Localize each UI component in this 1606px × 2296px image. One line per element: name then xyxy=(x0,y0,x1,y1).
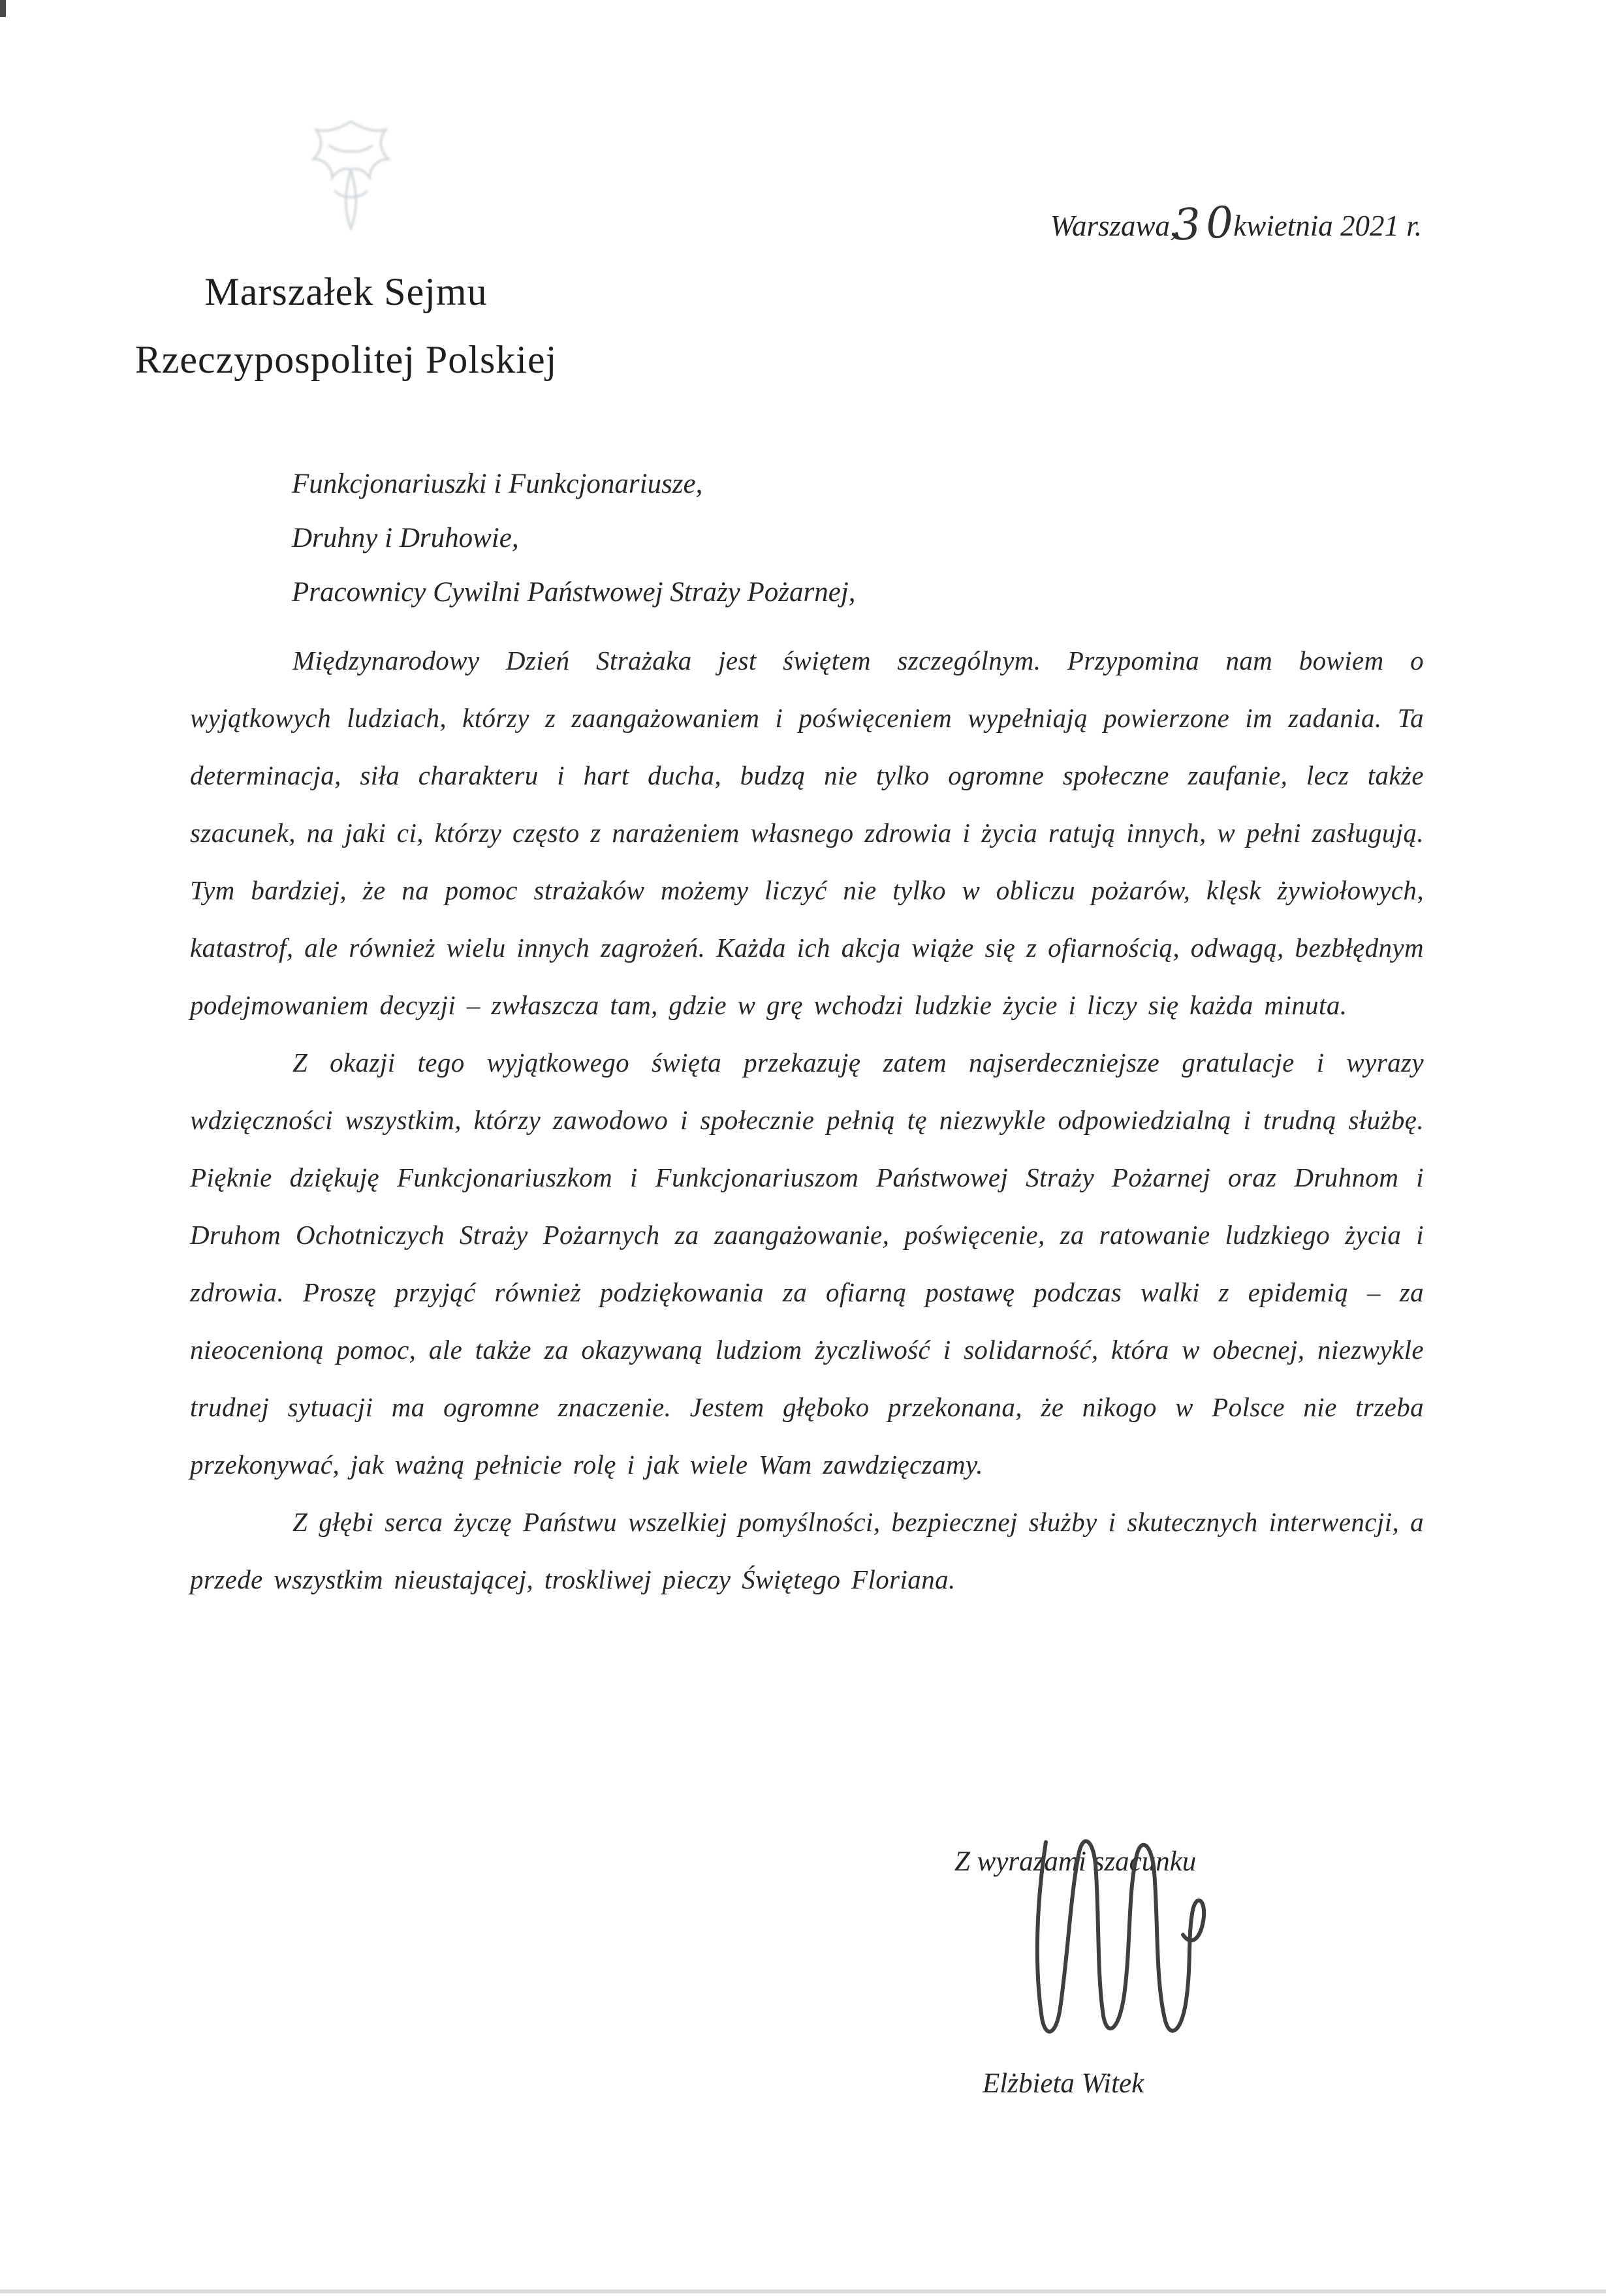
date-rest: kwietnia 2021 r. xyxy=(1233,209,1422,242)
date-city: Warszawa, xyxy=(1050,209,1178,242)
scan-edge-artifact xyxy=(0,2289,1606,2293)
date-day-handwritten: 30 xyxy=(1172,196,1240,251)
signature-name: Elżbieta Witek xyxy=(983,2068,1144,2099)
salutation-block xyxy=(292,457,856,619)
body-paragraph: Z głębi serca życzę Państwu wszelkiej pomyślności, bezpiecznej służby i skutecznych interwencji, a przede wszystkim nieustającej, troskliwej pieczy Świętego Floriana. xyxy=(190,1507,1424,1594)
salutation-line: Pracownicy Cywilni Państwowej Straży Pożarnej, xyxy=(292,577,856,608)
date-line xyxy=(1050,196,1422,251)
salutation-line: Funkcjonariuszki i Funkcjonariusze, xyxy=(292,469,703,499)
body-paragraph: Z okazji tego wyjątkowego święta przekazuję zatem najserdeczniejsze gratulacje i wyrazy wdzięczności wszystkim, którzy zawodowo i społecznie pełnią tę niezwykle odpowiedzialną i trudną służbę. Pięknie dziękuję Funkcjonariuszkom i Funkcjonariuszom Państwowej Straży Pożarnej oraz Druhnom i Druhom Ochotniczych Straży Pożarnych za zaangażowanie, poświęcenie, za ratowanie ludzkiego życia i zdrowia. Proszę przyjąć również podziękowania za ofiarną postawę podczas walki z epidemią – za nieocenioną pomoc, ale także za okazywaną ludziom życzliwość i solidarność, która w obecnej, niezwykle trudnej sytuacji ma ogromne znaczenie. Jestem głęboko przekonana, że nikogo w Polsce nie trzeba przekonywać, jak ważną pełnicie rolę i jak wiele Wam zawdzięczamy. xyxy=(190,1047,1424,1480)
scan-corner-artifact xyxy=(0,0,6,17)
closing-phrase: Z wyrazami szacunku xyxy=(954,1846,1197,1877)
handwritten-signature xyxy=(1013,1821,1209,2059)
letterhead xyxy=(134,258,558,394)
salutation-line: Druhny i Druhowie, xyxy=(292,523,519,553)
letterhead-line2: Rzeczypospolitej Polskiej xyxy=(134,338,558,381)
letterhead-line1: Marszałek Sejmu xyxy=(204,270,488,313)
body-paragraph: Międzynarodowy Dzień Strażaka jest świętem szczególnym. Przypomina nam bowiem o wyjątkowych ludziach, którzy z zaangażowaniem i poświęceniem wypełniają powierzone im zadania. Ta determinacja, siła charakteru i hart ducha, budzą nie tylko ogromne społeczne zaufanie, lecz także szacunek, na jaki ci, którzy często z narażeniem własnego zdrowia i życia ratują innych, w pełni zasługują. Tym bardziej, że na pomoc strażaków możemy liczyć nie tylko w obliczu pożarów, klęsk żywiołowych, katastrof, ale również wielu innych zagrożeń. Każda ich akcja wiąże się z ofiarnością, odwagą, bezbłędnym podejmowaniem decyzji – zwłaszcza tam, gdzie w grę wchodzi ludzkie życie i liczy się każda minuta. xyxy=(190,645,1424,1020)
letter-body xyxy=(190,632,1424,1608)
eagle-watermark-icon xyxy=(297,111,405,245)
